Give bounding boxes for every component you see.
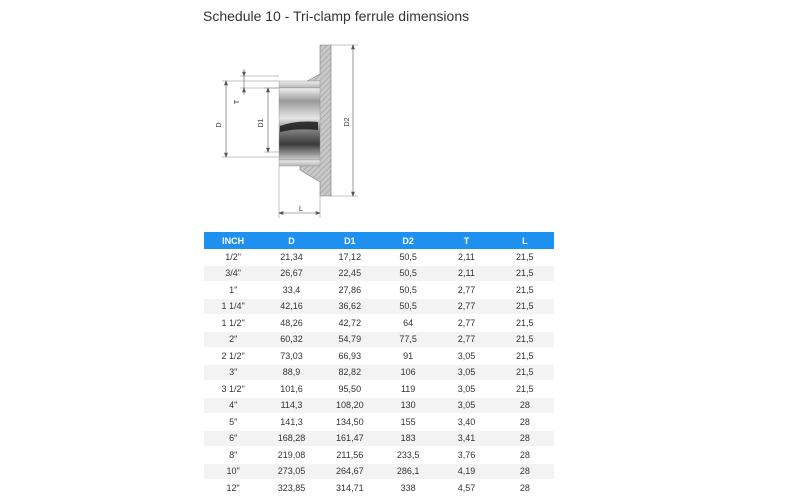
table-cell: 22,45	[321, 265, 379, 282]
table-cell: 2,77	[437, 331, 495, 348]
table-header-row	[204, 232, 554, 249]
table-row	[204, 463, 554, 480]
column-header-l: L	[496, 232, 554, 249]
table-cell: 101,6	[262, 381, 320, 398]
table-cell: 130	[379, 397, 437, 414]
table-cell: 21,5	[496, 331, 554, 348]
label-d1: D1	[258, 118, 265, 128]
table-row	[204, 298, 554, 315]
table-cell: 141,3	[262, 414, 320, 431]
table-cell: 82,82	[321, 364, 379, 381]
table-cell: 134,50	[321, 414, 379, 431]
table-cell: 6"	[204, 430, 262, 447]
table-cell: 3"	[204, 364, 262, 381]
table-cell: 2,77	[437, 298, 495, 315]
label-t: T	[234, 99, 241, 105]
label-l: L	[299, 206, 303, 213]
column-header-d2: D2	[379, 232, 437, 249]
table-cell: 28	[496, 480, 554, 497]
table-cell: 48,26	[262, 315, 320, 332]
table-cell: 50,5	[379, 265, 437, 282]
table-cell: 66,93	[321, 348, 379, 365]
table-cell: 91	[379, 348, 437, 365]
table-cell: 42,72	[321, 315, 379, 332]
table-cell: 3,05	[437, 348, 495, 365]
table-row	[204, 282, 554, 299]
column-header-d1: D1	[321, 232, 379, 249]
table-cell: 88,9	[262, 364, 320, 381]
table-cell: 168,28	[262, 430, 320, 447]
table-cell: 3,05	[437, 397, 495, 414]
table-cell: 2 1/2"	[204, 348, 262, 365]
table-cell: 28	[496, 414, 554, 431]
table-cell: 21,5	[496, 249, 554, 265]
table-cell: 4"	[204, 397, 262, 414]
table-cell: 12"	[204, 480, 262, 497]
table-cell: 264,67	[321, 463, 379, 480]
page-title: Schedule 10 - Tri-clamp ferrule dimensions	[203, 8, 470, 24]
table-cell: 17,12	[321, 249, 379, 265]
table-cell: 54,79	[321, 331, 379, 348]
table-cell: 64	[379, 315, 437, 332]
table-row	[204, 249, 554, 265]
table-cell: 2,11	[437, 249, 495, 265]
table-cell: 183	[379, 430, 437, 447]
table-cell: 233,5	[379, 447, 437, 464]
table-cell: 155	[379, 414, 437, 431]
table-row	[204, 430, 554, 447]
table-cell: 106	[379, 364, 437, 381]
table-cell: 314,71	[321, 480, 379, 497]
table-row	[204, 414, 554, 431]
table-cell: 3,41	[437, 430, 495, 447]
table-cell: 21,5	[496, 315, 554, 332]
table-cell: 8"	[204, 447, 262, 464]
table-cell: 1"	[204, 282, 262, 299]
table-cell: 21,5	[496, 265, 554, 282]
table-cell: 3/4"	[204, 265, 262, 282]
table-cell: 21,5	[496, 364, 554, 381]
table-cell: 219,08	[262, 447, 320, 464]
table-cell: 21,5	[496, 381, 554, 398]
table-cell: 21,5	[496, 298, 554, 315]
tube-body	[279, 81, 320, 166]
table-cell: 323,85	[262, 480, 320, 497]
table-cell: 21,5	[496, 282, 554, 299]
table-cell: 273,05	[262, 463, 320, 480]
table-cell: 4,19	[437, 463, 495, 480]
table-row	[204, 331, 554, 348]
label-d2: D2	[344, 117, 351, 127]
table-cell: 42,16	[262, 298, 320, 315]
table-cell: 10"	[204, 463, 262, 480]
table-cell: 60,32	[262, 331, 320, 348]
table-cell: 95,50	[321, 381, 379, 398]
table-cell: 286,1	[379, 463, 437, 480]
table-row	[204, 480, 554, 497]
table-row	[204, 381, 554, 398]
table-cell: 4,57	[437, 480, 495, 497]
table-cell: 211,56	[321, 447, 379, 464]
table-cell: 77,5	[379, 331, 437, 348]
label-d: D	[216, 122, 223, 128]
table-row	[204, 348, 554, 365]
column-header-inch: INCH	[204, 232, 262, 249]
table-cell: 3,76	[437, 447, 495, 464]
table-cell: 21,34	[262, 249, 320, 265]
column-header-t: T	[437, 232, 495, 249]
table-cell: 50,5	[379, 282, 437, 299]
table-row	[204, 447, 554, 464]
table-cell: 114,3	[262, 397, 320, 414]
column-header-d: D	[262, 232, 320, 249]
dimensions-table	[204, 232, 554, 497]
table-cell: 3 1/2"	[204, 381, 262, 398]
table-row	[204, 315, 554, 332]
table-cell: 119	[379, 381, 437, 398]
table-cell: 1 1/4"	[204, 298, 262, 315]
table-cell: 161,47	[321, 430, 379, 447]
table-cell: 2,77	[437, 315, 495, 332]
table-cell: 28	[496, 447, 554, 464]
table-cell: 36,62	[321, 298, 379, 315]
table-cell: 3,05	[437, 381, 495, 398]
table-cell: 73,03	[262, 348, 320, 365]
table-cell: 108,20	[321, 397, 379, 414]
table-cell: 3,05	[437, 364, 495, 381]
ferrule-diagram	[200, 36, 400, 226]
table-cell: 21,5	[496, 348, 554, 365]
table-cell: 338	[379, 480, 437, 497]
table-cell: 28	[496, 397, 554, 414]
table-cell: 2,77	[437, 282, 495, 299]
table-cell: 50,5	[379, 249, 437, 265]
table-row	[204, 397, 554, 414]
table-cell: 28	[496, 463, 554, 480]
table-cell: 3,40	[437, 414, 495, 431]
table-cell: 1 1/2"	[204, 315, 262, 332]
table-cell: 28	[496, 430, 554, 447]
table-cell: 26,67	[262, 265, 320, 282]
table-cell: 1/2"	[204, 249, 262, 265]
table-cell: 27,86	[321, 282, 379, 299]
table-cell: 5"	[204, 414, 262, 431]
table-cell: 2,11	[437, 265, 495, 282]
table-row	[204, 265, 554, 282]
table-cell: 50,5	[379, 298, 437, 315]
table-row	[204, 364, 554, 381]
table-cell: 2"	[204, 331, 262, 348]
table-cell: 33,4	[262, 282, 320, 299]
